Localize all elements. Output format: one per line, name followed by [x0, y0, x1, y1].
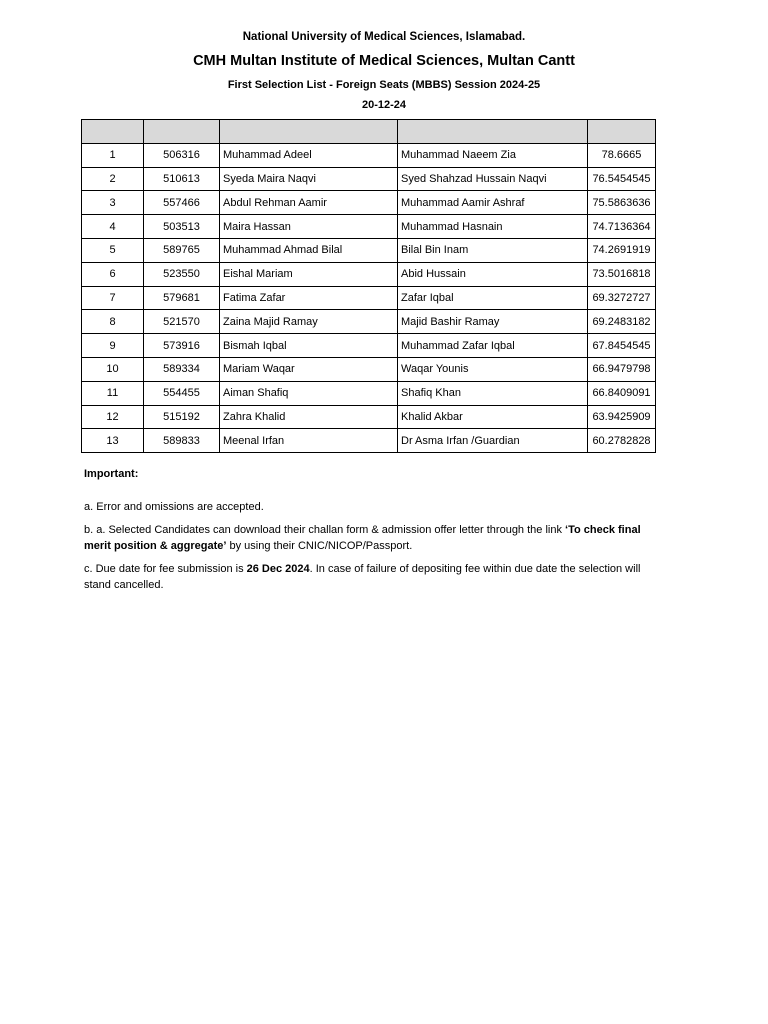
father-name-cell: Muhammad Aamir Ashraf: [398, 191, 588, 215]
header-cell: [82, 120, 144, 144]
candidate-name-cell: Eishal Mariam: [220, 262, 398, 286]
candidate-name-cell: Maira Hassan: [220, 215, 398, 239]
aggregate-cell: 63.9425909: [588, 405, 656, 429]
header-cell: [398, 120, 588, 144]
candidate-name-cell: Syeda Maira Naqvi: [220, 167, 398, 191]
due-date: 26 Dec 2024: [246, 563, 310, 575]
serial-cell: 2: [82, 167, 144, 191]
roll-number-cell: 506316: [144, 143, 220, 167]
roll-number-cell: 554455: [144, 381, 220, 405]
note-b-text: b. a. Selected Candidates can download their challan form & admission offer letter through the link: [84, 524, 566, 536]
list-date: 20-12-24: [361, 99, 407, 111]
candidate-name-cell: Zaina Majid Ramay: [220, 310, 398, 334]
table-row: [82, 357, 656, 381]
father-name-cell: Muhammad Hasnain: [398, 215, 588, 239]
important-heading: Important:: [84, 468, 139, 480]
serial-cell: 6: [82, 262, 144, 286]
table-row: [82, 191, 656, 215]
aggregate-cell: 67.8454545: [588, 334, 656, 358]
note-b-suffix: by using their CNIC/NICOP/Passport.: [226, 540, 413, 552]
table-header-row: [82, 120, 656, 144]
candidate-name-cell: Mariam Waqar: [220, 357, 398, 381]
father-name-cell: Muhammad Zafar Iqbal: [398, 334, 588, 358]
father-name-cell: Bilal Bin Inam: [398, 238, 588, 262]
table-row: [82, 429, 656, 453]
aggregate-cell: 78.6665: [588, 143, 656, 167]
note-c: [84, 561, 650, 593]
serial-cell: 13: [82, 429, 144, 453]
serial-cell: 4: [82, 215, 144, 239]
aggregate-cell: 69.2483182: [588, 310, 656, 334]
aggregate-cell: 66.9479798: [588, 357, 656, 381]
aggregate-cell: 66.8409091: [588, 381, 656, 405]
father-name-cell: Syed Shahzad Hussain Naqvi: [398, 167, 588, 191]
table-row: [82, 381, 656, 405]
merit-link-text: ‘To check final merit position & aggregate’: [84, 524, 641, 552]
table-row: [82, 238, 656, 262]
father-name-cell: Abid Hussain: [398, 262, 588, 286]
aggregate-cell: 74.2691919: [588, 238, 656, 262]
table-row: [82, 286, 656, 310]
serial-cell: 8: [82, 310, 144, 334]
note-a: a. Error and omissions are accepted.: [84, 501, 264, 513]
candidate-name-cell: Meenal Irfan: [220, 429, 398, 453]
serial-cell: 9: [82, 334, 144, 358]
note-b: [84, 522, 650, 554]
aggregate-cell: 76.5454545: [588, 167, 656, 191]
roll-number-cell: 510613: [144, 167, 220, 191]
table-row: [82, 405, 656, 429]
roll-number-cell: 523550: [144, 262, 220, 286]
father-name-cell: Dr Asma Irfan /Guardian: [398, 429, 588, 453]
candidate-name-cell: Zahra Khalid: [220, 405, 398, 429]
candidate-name-cell: Aiman Shafiq: [220, 381, 398, 405]
table-row: [82, 262, 656, 286]
aggregate-cell: 73.5016818: [588, 262, 656, 286]
table-row: [82, 167, 656, 191]
institute-title: CMH Multan Institute of Medical Sciences, Multan Cantt: [193, 53, 575, 69]
roll-number-cell: 579681: [144, 286, 220, 310]
father-name-cell: Khalid Akbar: [398, 405, 588, 429]
serial-cell: 1: [82, 143, 144, 167]
university-name: National University of Medical Sciences, Islamabad.: [242, 31, 526, 43]
aggregate-cell: 60.2782828: [588, 429, 656, 453]
candidate-name-cell: Abdul Rehman Aamir: [220, 191, 398, 215]
serial-cell: 5: [82, 238, 144, 262]
roll-number-cell: 589833: [144, 429, 220, 453]
serial-cell: 7: [82, 286, 144, 310]
table-row: [82, 215, 656, 239]
father-name-cell: Muhammad Naeem Zia: [398, 143, 588, 167]
note-c-suffix: . In case of failure of depositing fee within due date the selection will stand cancelled.: [84, 563, 641, 591]
table-row: [82, 310, 656, 334]
table-row: [82, 143, 656, 167]
roll-number-cell: 573916: [144, 334, 220, 358]
father-name-cell: Waqar Younis: [398, 357, 588, 381]
candidate-name-cell: Fatima Zafar: [220, 286, 398, 310]
roll-number-cell: 589334: [144, 357, 220, 381]
roll-number-cell: 557466: [144, 191, 220, 215]
serial-cell: 3: [82, 191, 144, 215]
candidate-name-cell: Muhammad Ahmad Bilal: [220, 238, 398, 262]
candidate-name-cell: Muhammad Adeel: [220, 143, 398, 167]
note-c-text: c. Due date for fee submission is: [84, 563, 247, 575]
header-cell: [588, 120, 656, 144]
roll-number-cell: 515192: [144, 405, 220, 429]
table-row: [82, 334, 656, 358]
roll-number-cell: 521570: [144, 310, 220, 334]
notes-section: [84, 466, 650, 593]
father-name-cell: Shafiq Khan: [398, 381, 588, 405]
roll-number-cell: 589765: [144, 238, 220, 262]
aggregate-cell: 74.7136364: [588, 215, 656, 239]
header-cell: [220, 120, 398, 144]
father-name-cell: Majid Bashir Ramay: [398, 310, 588, 334]
aggregate-cell: 75.5863636: [588, 191, 656, 215]
serial-cell: 10: [82, 357, 144, 381]
roll-number-cell: 503513: [144, 215, 220, 239]
serial-cell: 11: [82, 381, 144, 405]
serial-cell: 12: [82, 405, 144, 429]
aggregate-cell: 69.3272727: [588, 286, 656, 310]
list-title: First Selection List - Foreign Seats (MBBS) Session 2024-25: [227, 79, 541, 91]
candidate-name-cell: Bismah Iqbal: [220, 334, 398, 358]
header-cell: [144, 120, 220, 144]
selection-table: [81, 119, 656, 453]
father-name-cell: Zafar Iqbal: [398, 286, 588, 310]
